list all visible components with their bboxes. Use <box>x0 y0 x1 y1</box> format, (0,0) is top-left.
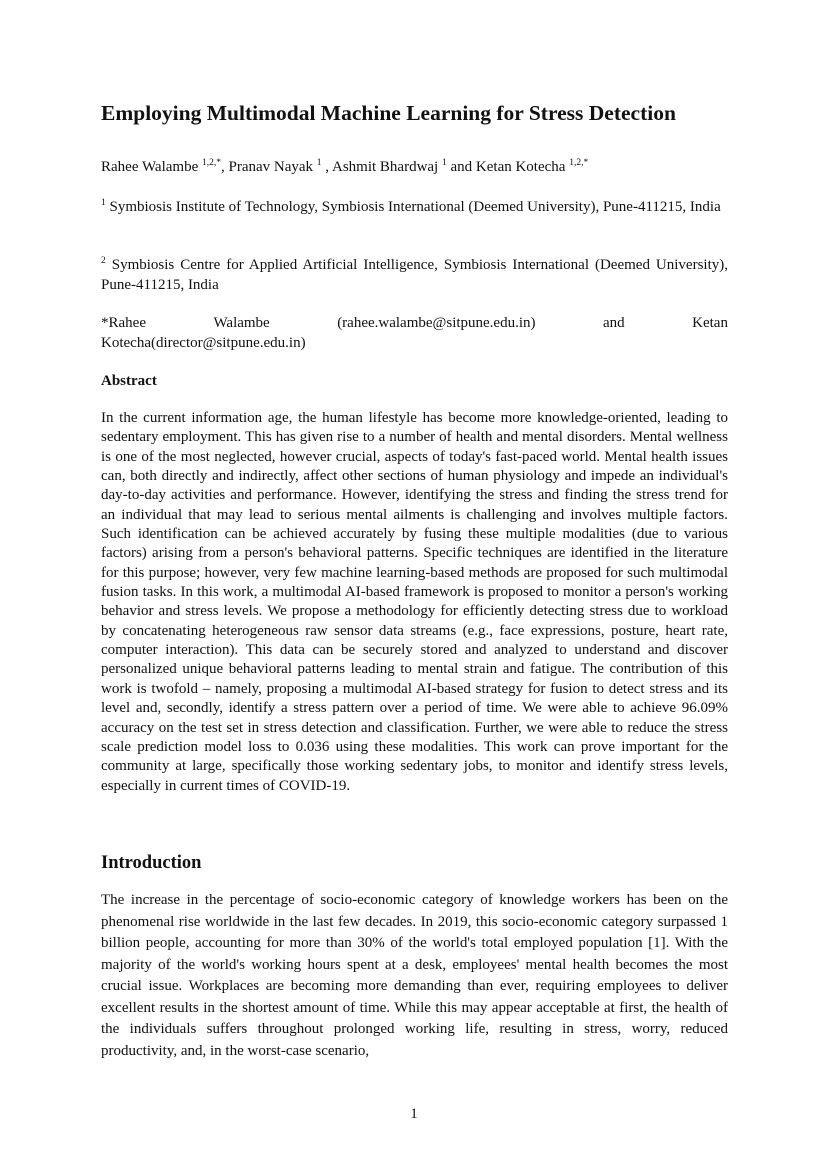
correspondence-line <box>101 313 728 333</box>
correspondence-word: and <box>602 315 625 331</box>
correspondence-email: (rahee.walambe@sitpune.edu.in) <box>337 315 536 331</box>
abstract-heading: Abstract <box>101 373 157 389</box>
page-number: 1 <box>410 1106 418 1122</box>
correspondence-line: Kotecha(director@sitpune.edu.in) <box>101 335 306 351</box>
affiliation-2 <box>101 255 728 295</box>
correspondence-word: Walambe <box>213 315 270 331</box>
author-affiliation-marker: 1,2,* <box>201 158 221 168</box>
author-separator: and <box>446 159 476 175</box>
paper-title: Employing Multimodal Machine Learning for Stress Detection <box>101 101 676 125</box>
correspondence-word: *Rahee <box>101 315 146 331</box>
affiliation-text: Symbiosis Centre for Applied Artificial Intelligence, Symbiosis International (Deemed University), Pune-411215, India <box>101 257 728 293</box>
author-separator: , <box>321 159 332 175</box>
author-affiliation-marker: 1,2,* <box>569 158 589 168</box>
affiliation-marker: 2 <box>101 256 106 266</box>
author-affiliation-marker: 1 <box>316 158 322 168</box>
correspondence-word: Ketan <box>692 315 728 331</box>
abstract-body: In the current information age, the human lifestyle has become more knowledge-oriented, leading to sedentary employment. This has given rise to a number of health and mental disorders. Mental wellness is one of the most neglected, however crucial, aspects of today's fast-paced world. Mental health issues can, both directly and indirectly, affect other sections of human physiology and impede an individual's day-to-day activities and performance. However, identifying the stress and finding the stress trend for an individual that may lead to serious mental ailments is challenging and involves multiple factors. Such identification can be achieved accurately by fusing these multiple modalities (due to various factors) arising from a person's behavioral patterns. Specific techniques are identified in the literature for this purpose; however, very few machine learning-based methods are proposed for such multimodal fusion tasks. In this work, a multimodal AI-based framework is proposed to monitor a person's working behavior and stress levels. We propose a methodology for efficiently detecting stress due to workload by concatenating heterogeneous raw sensor data streams (e.g., face expressions, posture, heart rate, computer interaction). This data can be securely stored and analyzed to understand and discover personalized unique behavioral patterns leading to mental strain and fatigue. The contribution of this work is twofold – namely, proposing a multimodal AI-based strategy for fusion to detect stress and its level and, secondly, identify a stress pattern over a period of time. We were able to achieve 96.09% accuracy on the test set in stress detection and classification. Further, we were able to reduce the stress scale prediction model loss to 0.036 using these modalities. This work can prove important for the community at large, specifically those working sedentary jobs, to monitor and identify stress levels, especially in current times of COVID-19. <box>101 410 728 794</box>
introduction-body: The increase in the percentage of socio-economic category of knowledge workers has been on the phenomenal rise worldwide in the last few decades. In 2019, this socio-economic category surpassed 1 billion people, accounting for more than 30% of the world's total employed population [1]. With the majority of the world's working hours spent at a desk, employees' mental health becomes the most crucial issue. Workplaces are becoming more demanding than ever, requiring employees to deliver excellent results in the shortest amount of time. While this may appear acceptable at first, the health of the individuals suffers throughout prolonged working life, resulting in stress, worry, reduced productivity, and, in the worst-case scenario, <box>101 892 728 1059</box>
affiliation-marker: 1 <box>101 198 106 208</box>
affiliation-text: Symbiosis Institute of Technology, Symbiosis International (Deemed University), Pune-411215, India <box>109 199 721 215</box>
author-list <box>101 157 728 177</box>
author-separator: , <box>220 159 229 175</box>
introduction-heading: Introduction <box>101 853 202 873</box>
author-name: Ashmit Bhardwaj <box>331 159 439 175</box>
author-name: Pranav Nayak <box>228 159 314 175</box>
affiliation-1 <box>101 197 728 217</box>
correspondence <box>101 313 728 353</box>
author-name: Rahee Walambe <box>101 159 199 175</box>
author-name: Ketan Kotecha <box>475 159 566 175</box>
author-affiliation-marker: 1 <box>441 158 447 168</box>
